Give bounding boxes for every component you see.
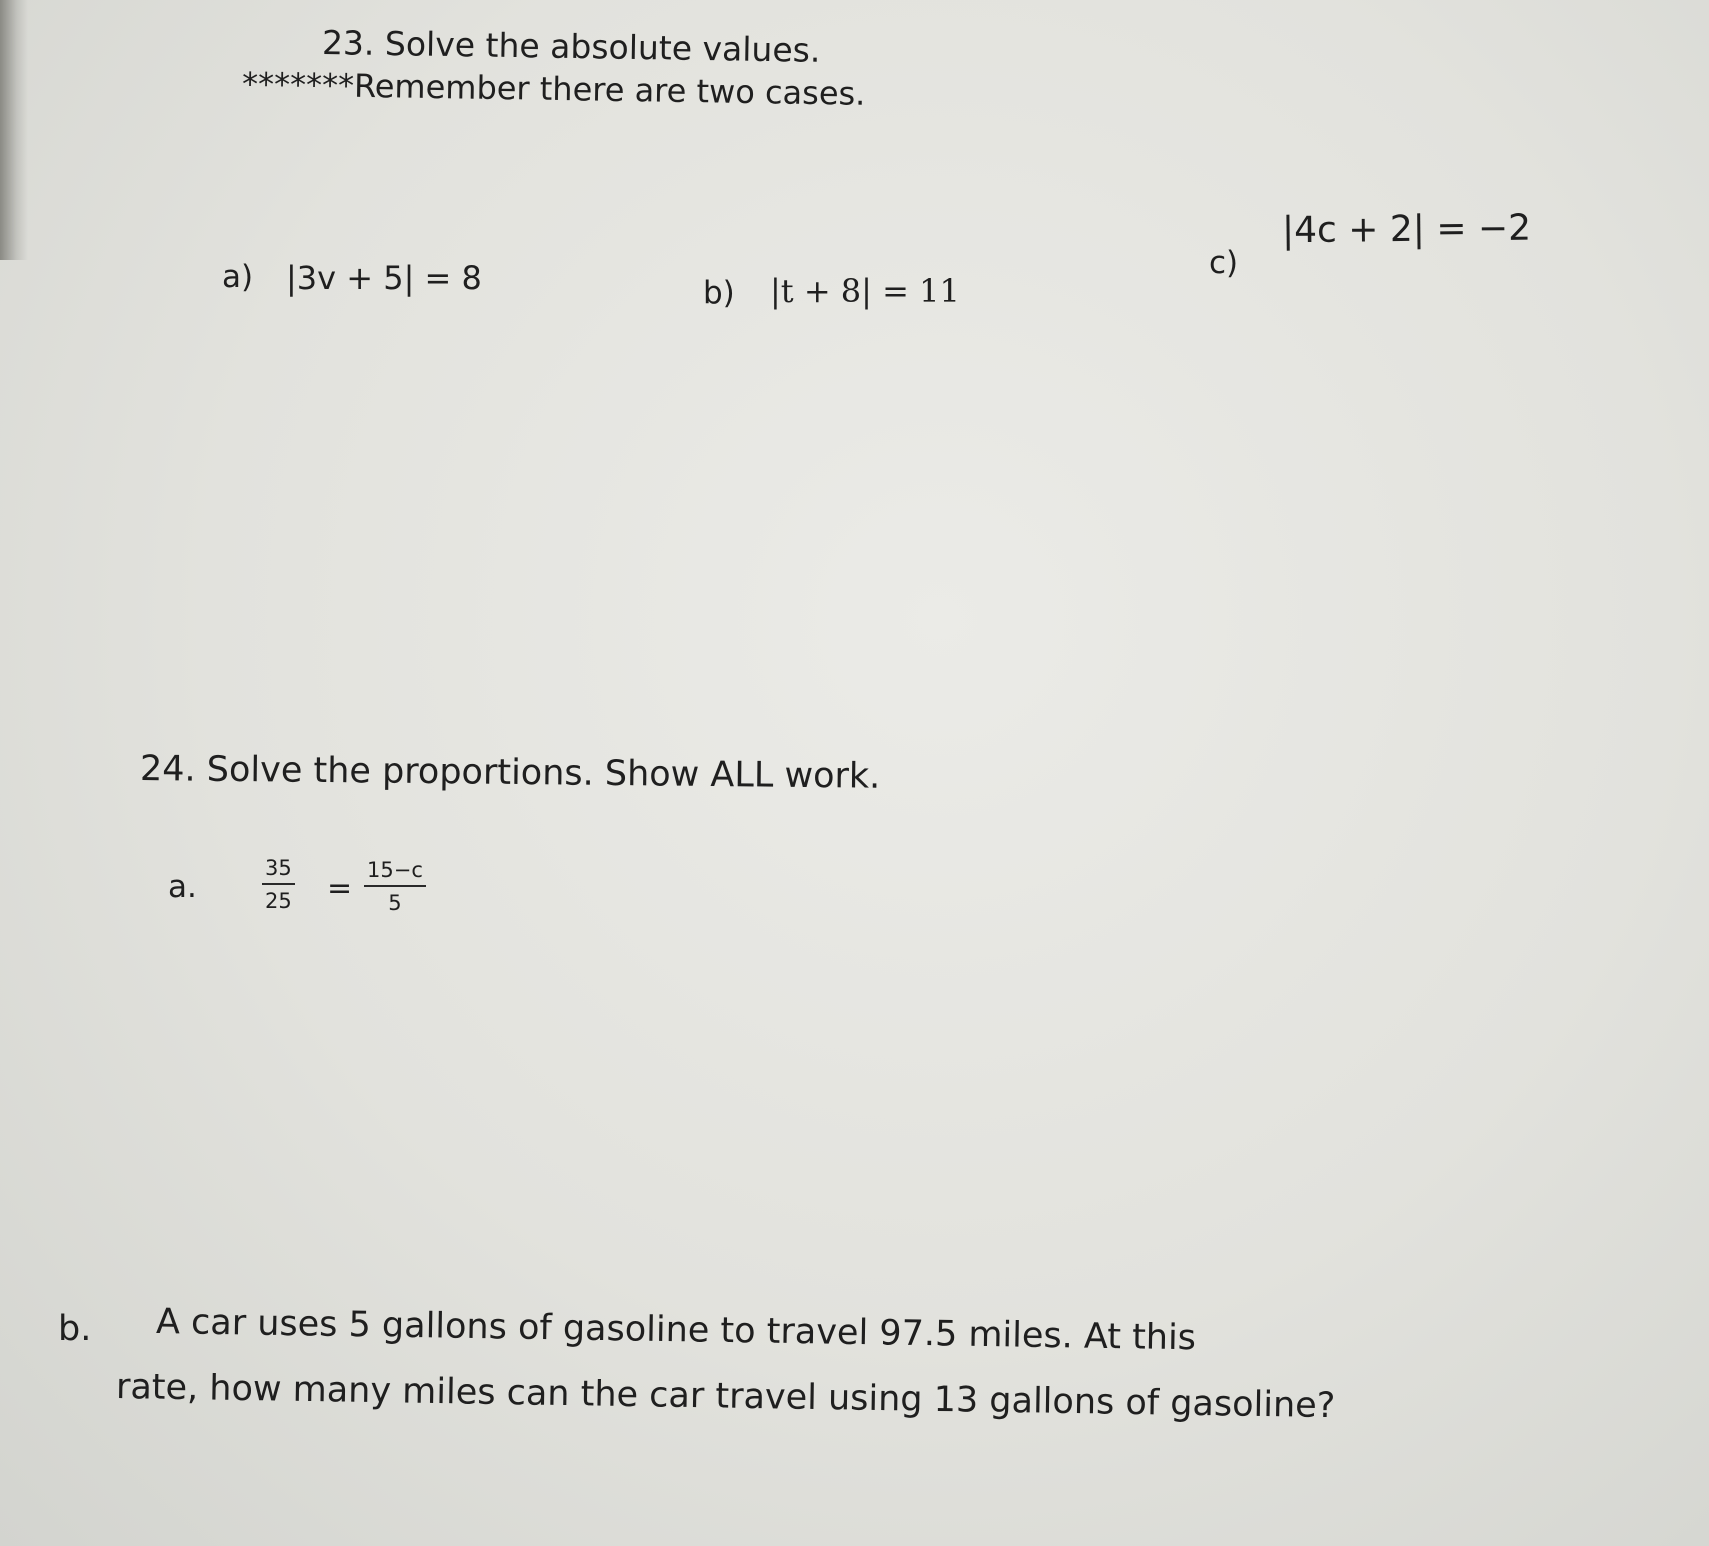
q24a-equals-sign: = (327, 871, 353, 906)
q24b-question-line-1: A car uses 5 gallons of gasoline to travel 97.5 miles. At this (155, 1302, 1197, 1359)
q23b-label: b) (703, 275, 735, 311)
q24a-right-numerator: 15−c (367, 858, 423, 882)
q23a-label: a) (222, 259, 254, 295)
q24a-left-numerator: 35 (265, 856, 292, 880)
q23a-equation: |3v + 5| = 8 (286, 259, 482, 297)
q24a-left-denominator: 25 (265, 889, 292, 913)
q23c-equation: |4c + 2| = −2 (1281, 207, 1532, 252)
q23c-label: c) (1209, 245, 1239, 281)
q24a-right-denominator: 5 (388, 891, 402, 915)
q23b-equation: |t + 8| = 11 (770, 272, 960, 310)
q24b-label: b. (58, 1309, 92, 1349)
page-edge-shadow (0, 0, 28, 260)
q23-reminder-note: *******Remember there are two cases. (241, 65, 866, 113)
q24a-right-fraction (364, 860, 426, 914)
q24-title: 24. Solve the proportions. Show ALL work. (139, 749, 881, 797)
q24b-question-line-2: rate, how many miles can the car travel using 13 gallons of gasoline? (115, 1367, 1336, 1427)
q23-title: 23. Solve the absolute values. (321, 23, 821, 70)
q24a-label: a. (168, 869, 197, 905)
q24a-left-fraction (262, 858, 295, 912)
